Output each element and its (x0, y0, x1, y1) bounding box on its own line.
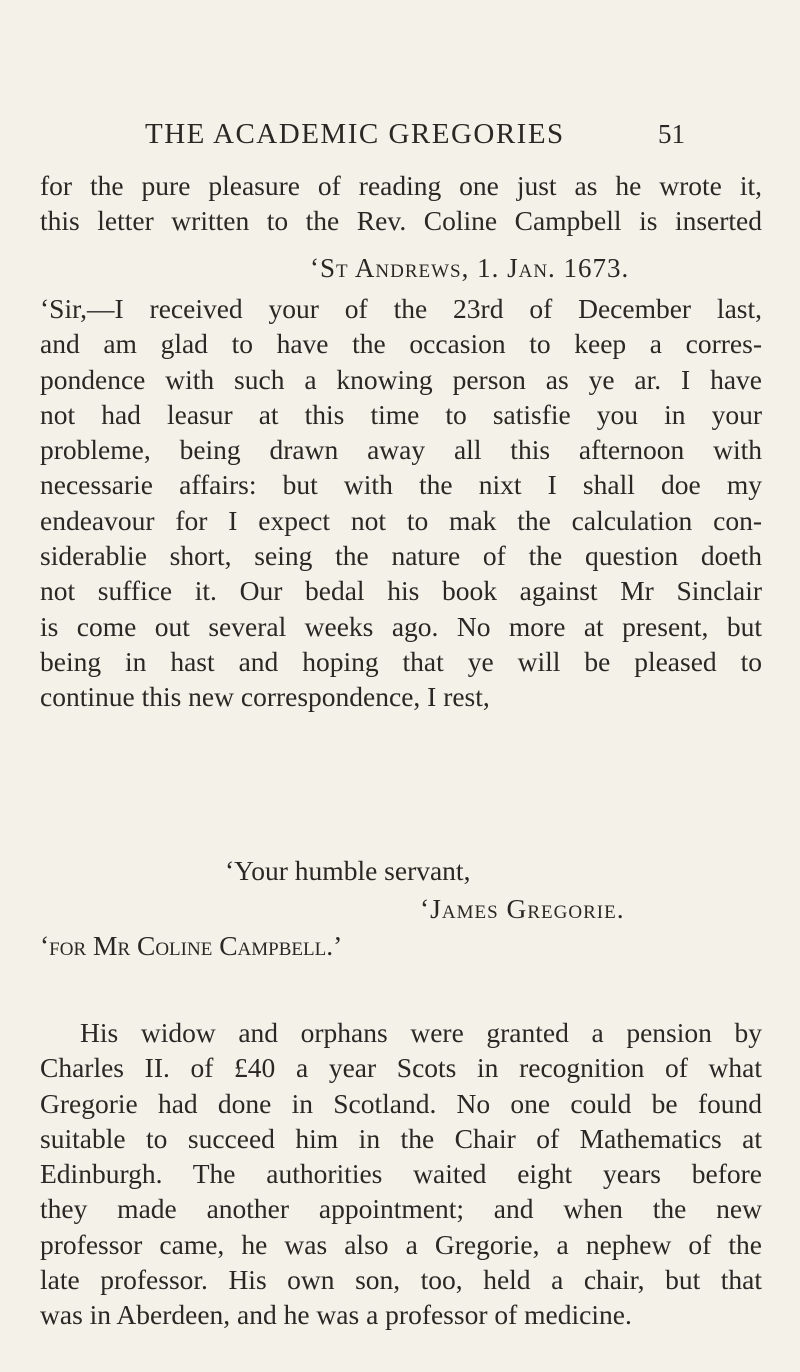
letter-dateline: ‘St Andrews, 1. Jan. 1673. (310, 253, 630, 283)
text-line: was in Aberdeen, and he was a professor of medicine. (40, 1299, 632, 1331)
text-line: they made another appointment; and when the new (40, 1193, 762, 1225)
text-line: probleme, being drawn away all this afternoon with (40, 434, 762, 466)
text-line: not suffice it. Our bedal his book against Mr Sinclair (40, 575, 762, 607)
text-line: this letter written to the Rev. Coline Campbell is inserted (40, 205, 762, 237)
narrative-paragraph (40, 1015, 762, 1333)
text-line: siderablie short, seing the nature of the question doeth (40, 540, 762, 572)
text-line: pondence with such a knowing person as ye ar. I have (40, 363, 762, 395)
text-line: suitable to succeed him in the Chair of Mathematics at (40, 1122, 762, 1154)
text-line: endeavour for I expect not to mak the calculation con- (40, 504, 762, 536)
text-line: ‘Sir,—I received your of the 23rd of December last, (40, 293, 762, 324)
text-line: is come out several weeks ago. No more at present, but (40, 610, 762, 642)
letter-closing: ‘Your humble servant, (225, 855, 471, 886)
text-line: continue this new correspondence, I rest, (40, 681, 490, 713)
text-line: not had leasur at this time to satisfie you in your (40, 398, 762, 430)
text-line: late professor. His own son, too, held a chair, but that (40, 1264, 762, 1296)
letter-signature: ‘James Gregorie. (420, 893, 625, 924)
letter-addressee: ‘for Mr Coline Campbell.’ (40, 930, 343, 961)
running-title: THE ACADEMIC GREGORIES (145, 118, 565, 150)
text-line: Gregorie had done in Scotland. No one could be found (40, 1087, 762, 1119)
intro-text (40, 168, 762, 239)
text-line: Charles II. of £40 a year Scots in recognition of what (40, 1052, 762, 1084)
letter-body (40, 291, 762, 715)
text-line: professor came, he was also a Gregorie, a nephew of the (40, 1228, 762, 1260)
text-line: for the pure pleasure of reading one just as he wrote it, (40, 170, 762, 201)
text-line: necessarie affairs: but with the nixt I shall doe my (40, 469, 762, 501)
running-header (145, 118, 685, 151)
text-line: His widow and orphans were granted a pension by (80, 1017, 762, 1048)
text-line: being in hast and hoping that ye will be pleased to (40, 645, 762, 677)
text-line: Edinburgh. The authorities waited eight years before (40, 1158, 762, 1190)
page-number: 51 (658, 119, 685, 149)
text-line: and am glad to have the occasion to keep a corres- (40, 328, 762, 360)
